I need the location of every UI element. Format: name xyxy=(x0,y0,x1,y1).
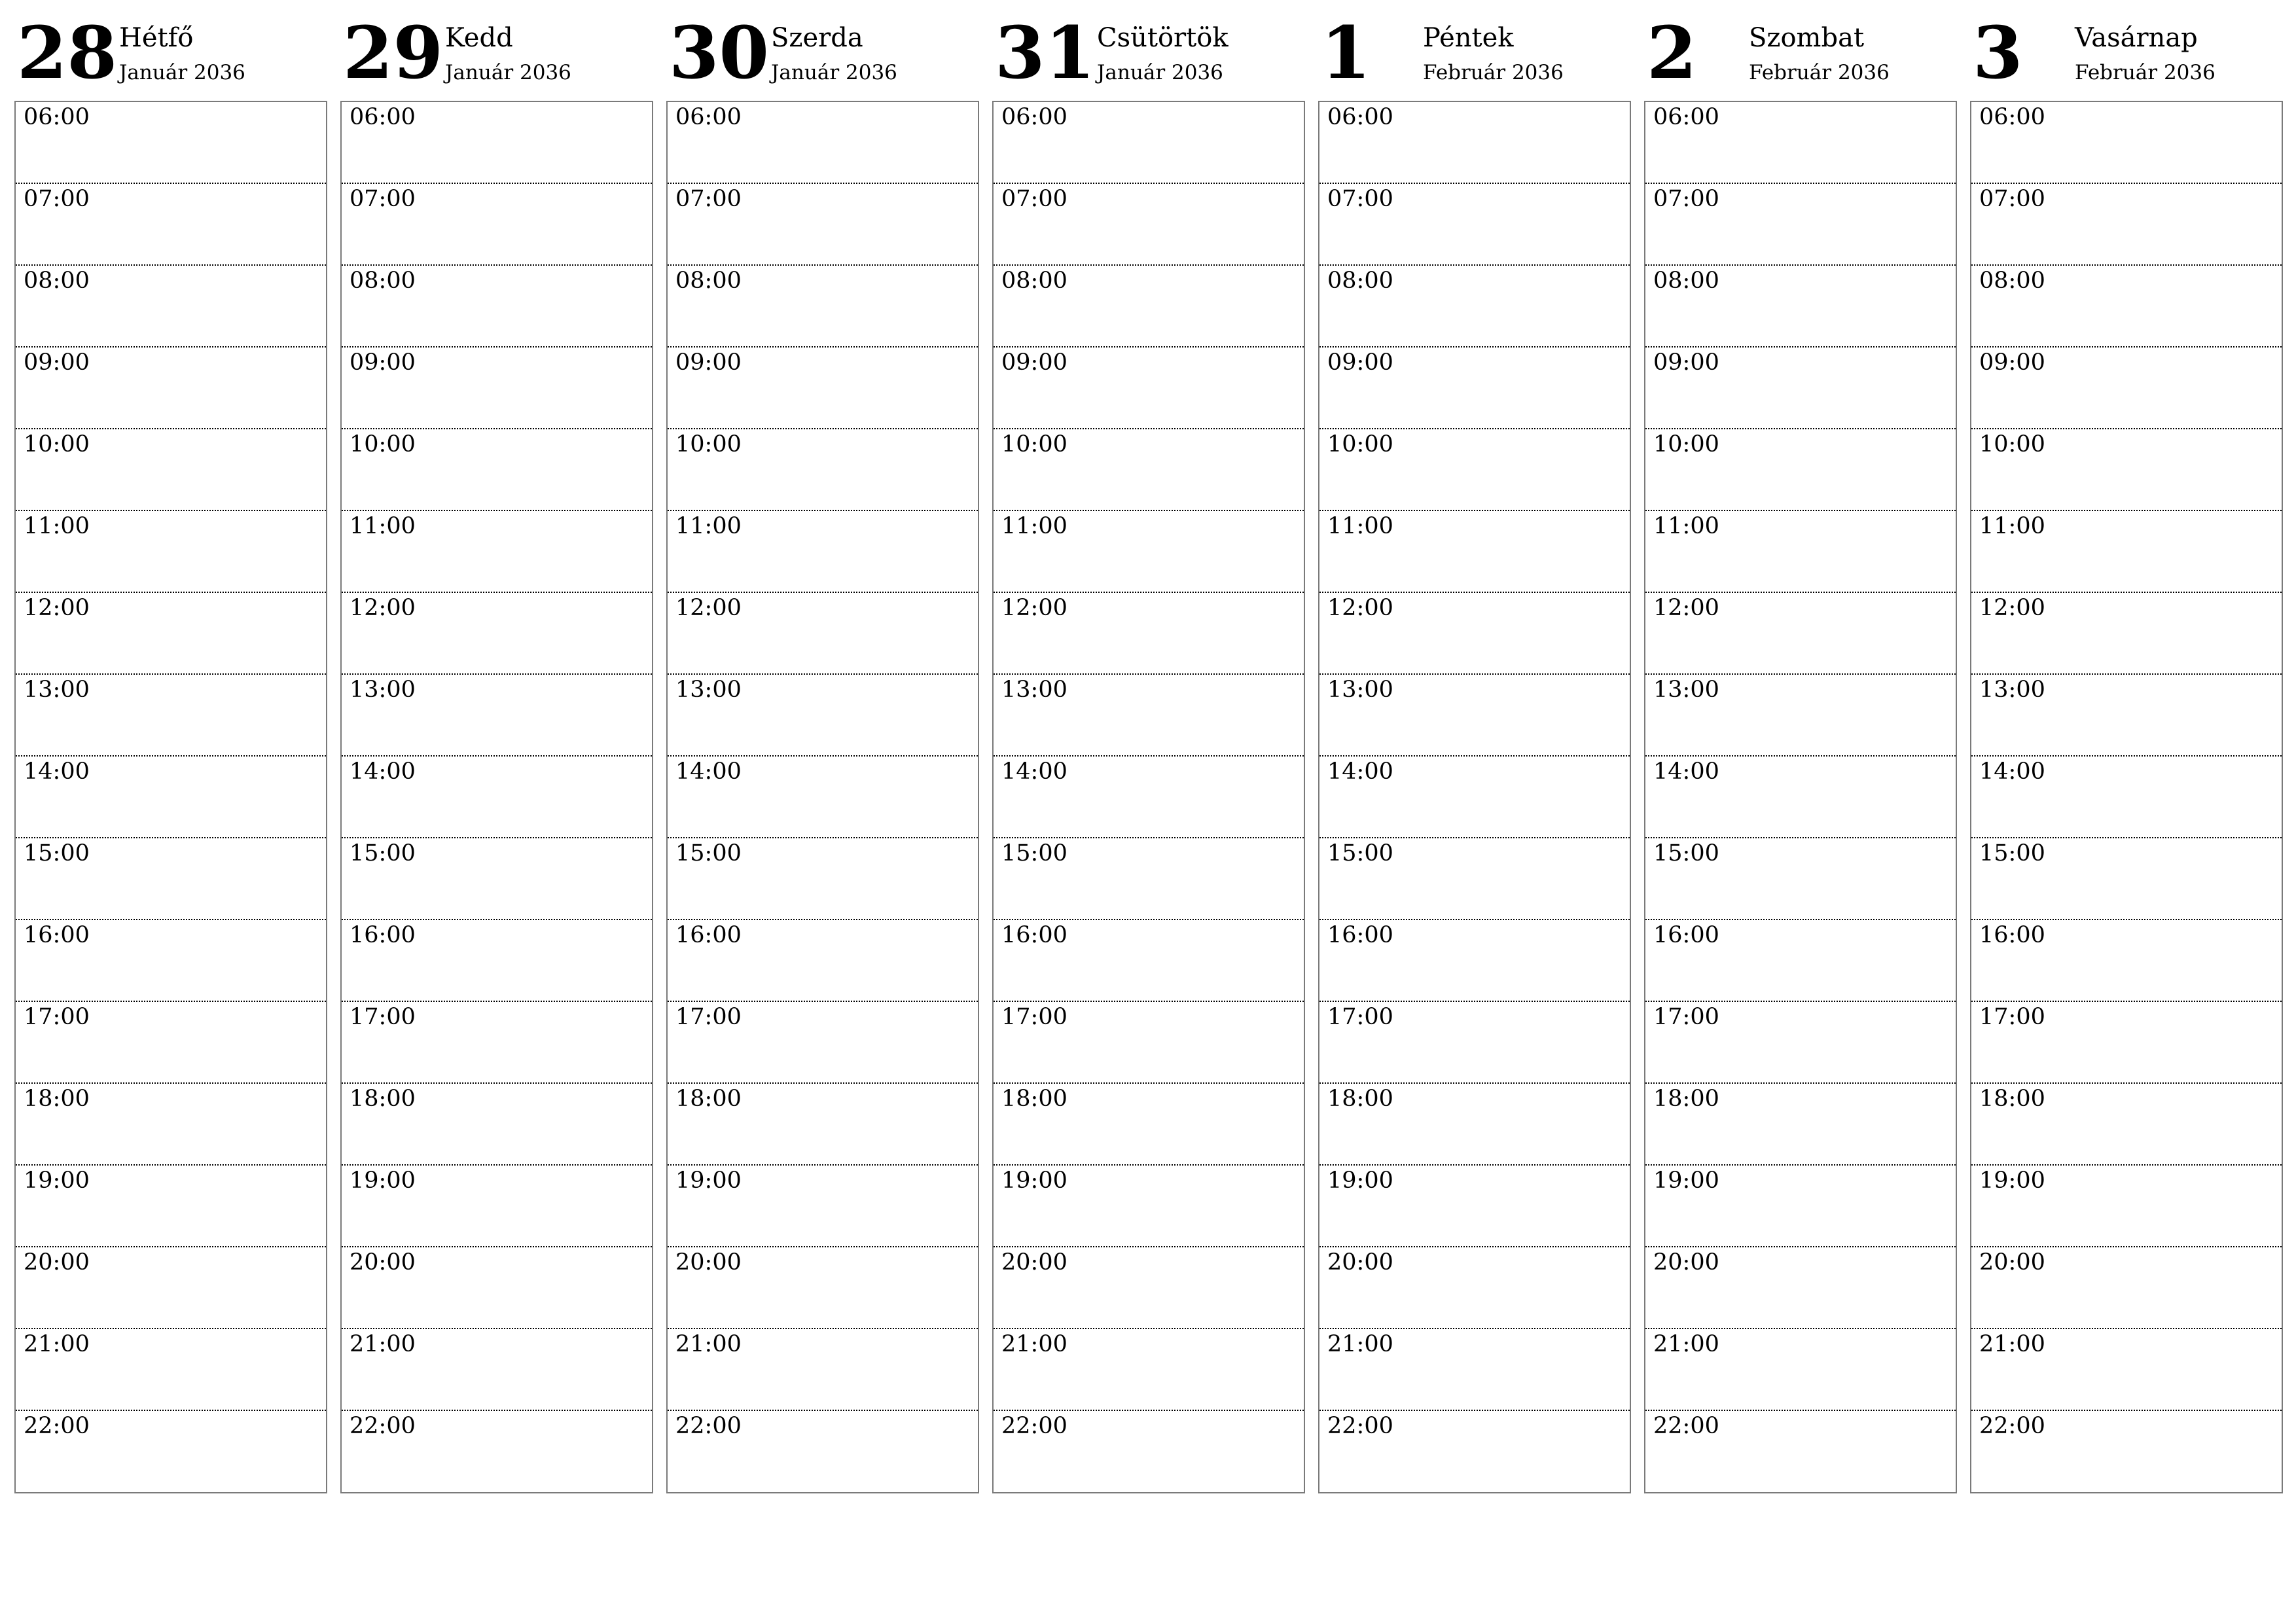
time-slot[interactable] xyxy=(1645,102,1956,184)
time-slot[interactable] xyxy=(994,429,1304,511)
day-month: Január 2036 xyxy=(119,61,245,84)
time-slot[interactable] xyxy=(16,1166,326,1247)
time-label: 15:00 xyxy=(675,840,742,866)
time-label: 15:00 xyxy=(1979,840,2045,866)
time-label: 18:00 xyxy=(1327,1086,1393,1112)
day-header xyxy=(1644,10,1957,99)
time-slot[interactable] xyxy=(16,1002,326,1084)
time-label: 11:00 xyxy=(1001,513,1067,539)
time-label: 20:00 xyxy=(675,1249,742,1275)
time-slot[interactable] xyxy=(1971,429,2282,511)
time-label: 07:00 xyxy=(1653,186,1719,212)
time-label: 09:00 xyxy=(675,349,742,376)
time-slot[interactable] xyxy=(342,511,652,593)
time-slot[interactable] xyxy=(342,757,652,838)
time-label: 07:00 xyxy=(675,186,742,212)
time-label: 06:00 xyxy=(675,104,742,130)
time-label: 07:00 xyxy=(1327,186,1393,212)
time-slot[interactable] xyxy=(1645,184,1956,266)
time-label: 12:00 xyxy=(1327,595,1393,621)
time-slot[interactable] xyxy=(16,348,326,429)
time-label: 22:00 xyxy=(675,1413,742,1439)
time-label: 18:00 xyxy=(350,1086,416,1112)
time-label: 08:00 xyxy=(1979,268,2045,294)
time-label: 12:00 xyxy=(24,595,90,621)
day-month: Január 2036 xyxy=(1097,61,1223,84)
time-slot[interactable] xyxy=(1319,429,1630,511)
time-label: 14:00 xyxy=(24,758,90,785)
time-label: 14:00 xyxy=(350,758,416,785)
time-label: 15:00 xyxy=(1653,840,1719,866)
time-slot[interactable] xyxy=(994,1084,1304,1166)
day-header xyxy=(340,10,653,99)
time-slot[interactable] xyxy=(1319,184,1630,266)
time-label: 15:00 xyxy=(1001,840,1067,866)
time-label: 16:00 xyxy=(1327,922,1393,948)
time-label: 07:00 xyxy=(1001,186,1067,212)
time-slot[interactable] xyxy=(668,1411,978,1493)
time-slot[interactable] xyxy=(1645,348,1956,429)
time-slot[interactable] xyxy=(1971,838,2282,920)
time-slot[interactable] xyxy=(994,102,1304,184)
time-label: 12:00 xyxy=(675,595,742,621)
time-label: 19:00 xyxy=(1653,1168,1719,1194)
time-label: 17:00 xyxy=(1001,1004,1067,1030)
time-label: 11:00 xyxy=(1653,513,1719,539)
time-label: 17:00 xyxy=(1653,1004,1719,1030)
day-month: Február 2036 xyxy=(1423,61,1564,84)
time-label: 19:00 xyxy=(1327,1168,1393,1194)
time-slot[interactable] xyxy=(994,920,1304,1002)
time-label: 21:00 xyxy=(1327,1331,1393,1357)
time-slot[interactable] xyxy=(668,102,978,184)
day-header xyxy=(14,10,327,99)
time-label: 22:00 xyxy=(1001,1413,1067,1439)
time-label: 21:00 xyxy=(1653,1331,1719,1357)
time-slot-box xyxy=(666,101,979,1493)
time-slot[interactable] xyxy=(1971,184,2282,266)
time-slot[interactable] xyxy=(668,757,978,838)
time-slot[interactable] xyxy=(1645,757,1956,838)
time-slot[interactable] xyxy=(16,184,326,266)
time-label: 11:00 xyxy=(1327,513,1393,539)
time-slot[interactable] xyxy=(1645,1166,1956,1247)
time-label: 10:00 xyxy=(350,431,416,457)
time-label: 16:00 xyxy=(24,922,90,948)
day-name: Csütörtök xyxy=(1097,23,1229,53)
time-label: 08:00 xyxy=(1001,268,1067,294)
time-slot[interactable] xyxy=(668,348,978,429)
day-number: 28 xyxy=(17,10,118,95)
time-label: 18:00 xyxy=(1001,1086,1067,1112)
time-label: 16:00 xyxy=(1979,922,2045,948)
time-slot[interactable] xyxy=(16,429,326,511)
time-label: 08:00 xyxy=(1327,268,1393,294)
day-header xyxy=(992,10,1305,99)
time-label: 12:00 xyxy=(1653,595,1719,621)
time-slot[interactable] xyxy=(1971,1002,2282,1084)
weekly-planner xyxy=(14,10,2283,1499)
time-slot[interactable] xyxy=(1319,1411,1630,1493)
time-slot[interactable] xyxy=(16,102,326,184)
time-slot[interactable] xyxy=(16,675,326,757)
time-label: 19:00 xyxy=(24,1168,90,1194)
time-label: 13:00 xyxy=(1001,677,1067,703)
day-month: Január 2036 xyxy=(771,61,897,84)
time-slot[interactable] xyxy=(342,348,652,429)
time-slot[interactable] xyxy=(1971,1411,2282,1493)
time-label: 22:00 xyxy=(1653,1413,1719,1439)
time-slot[interactable] xyxy=(1319,1247,1630,1329)
day-name: Péntek xyxy=(1423,23,1514,53)
time-label: 14:00 xyxy=(675,758,742,785)
time-slot-box xyxy=(14,101,327,1493)
time-slot[interactable] xyxy=(668,1166,978,1247)
time-slot[interactable] xyxy=(1645,1411,1956,1493)
day-name: Vasárnap xyxy=(2075,23,2198,53)
time-slot[interactable] xyxy=(1971,348,2282,429)
time-slot[interactable] xyxy=(16,757,326,838)
day-month: Február 2036 xyxy=(2075,61,2215,84)
day-name: Hétfő xyxy=(119,23,194,53)
day-number: 29 xyxy=(343,10,444,95)
time-label: 21:00 xyxy=(350,1331,416,1357)
time-label: 10:00 xyxy=(675,431,742,457)
time-slot[interactable] xyxy=(668,593,978,675)
time-label: 19:00 xyxy=(350,1168,416,1194)
time-label: 06:00 xyxy=(1327,104,1393,130)
time-slot[interactable] xyxy=(1319,266,1630,348)
time-slot[interactable] xyxy=(342,1247,652,1329)
time-slot[interactable] xyxy=(994,757,1304,838)
time-label: 18:00 xyxy=(675,1086,742,1112)
day-month: Január 2036 xyxy=(445,61,571,84)
time-label: 19:00 xyxy=(1001,1168,1067,1194)
time-slot[interactable] xyxy=(1645,511,1956,593)
time-slot[interactable] xyxy=(16,920,326,1002)
time-slot[interactable] xyxy=(994,1002,1304,1084)
day-number: 31 xyxy=(995,10,1096,95)
time-label: 11:00 xyxy=(675,513,742,539)
time-label: 17:00 xyxy=(350,1004,416,1030)
time-label: 10:00 xyxy=(1979,431,2045,457)
time-label: 10:00 xyxy=(1327,431,1393,457)
time-slot[interactable] xyxy=(994,1329,1304,1411)
time-label: 17:00 xyxy=(24,1004,90,1030)
day-header xyxy=(1970,10,2283,99)
time-slot[interactable] xyxy=(668,1084,978,1166)
time-slot[interactable] xyxy=(342,1411,652,1493)
time-slot[interactable] xyxy=(1319,348,1630,429)
time-label: 09:00 xyxy=(1327,349,1393,376)
time-label: 09:00 xyxy=(1001,349,1067,376)
time-slot[interactable] xyxy=(1645,1329,1956,1411)
day-header xyxy=(666,10,979,99)
time-slot[interactable] xyxy=(342,266,652,348)
time-slot[interactable] xyxy=(994,1247,1304,1329)
time-slot[interactable] xyxy=(994,675,1304,757)
day-name: Szerda xyxy=(771,23,863,53)
time-label: 20:00 xyxy=(1979,1249,2045,1275)
time-label: 13:00 xyxy=(350,677,416,703)
time-slot[interactable] xyxy=(1645,1084,1956,1166)
time-slot[interactable] xyxy=(994,593,1304,675)
time-label: 16:00 xyxy=(350,922,416,948)
time-slot[interactable] xyxy=(1645,1002,1956,1084)
time-slot[interactable] xyxy=(668,675,978,757)
time-label: 10:00 xyxy=(24,431,90,457)
day-column xyxy=(666,10,979,1499)
time-label: 13:00 xyxy=(675,677,742,703)
time-slot[interactable] xyxy=(1319,1329,1630,1411)
time-slot[interactable] xyxy=(994,184,1304,266)
time-label: 12:00 xyxy=(350,595,416,621)
time-label: 20:00 xyxy=(1653,1249,1719,1275)
time-slot[interactable] xyxy=(994,348,1304,429)
time-label: 20:00 xyxy=(350,1249,416,1275)
time-slot[interactable] xyxy=(1319,1084,1630,1166)
time-label: 06:00 xyxy=(1979,104,2045,130)
time-slot[interactable] xyxy=(16,1411,326,1493)
day-header xyxy=(1318,10,1631,99)
time-slot[interactable] xyxy=(994,511,1304,593)
time-slot[interactable] xyxy=(16,838,326,920)
time-slot[interactable] xyxy=(342,429,652,511)
time-label: 22:00 xyxy=(1327,1413,1393,1439)
time-slot[interactable] xyxy=(16,511,326,593)
day-month: Február 2036 xyxy=(1749,61,1890,84)
time-slot[interactable] xyxy=(1971,266,2282,348)
time-slot[interactable] xyxy=(342,920,652,1002)
day-number: 2 xyxy=(1647,10,1697,95)
time-slot[interactable] xyxy=(342,1166,652,1247)
day-column xyxy=(992,10,1305,1499)
day-column xyxy=(1318,10,1631,1499)
time-label: 20:00 xyxy=(24,1249,90,1275)
time-slot[interactable] xyxy=(16,1247,326,1329)
time-label: 16:00 xyxy=(1001,922,1067,948)
time-label: 07:00 xyxy=(24,186,90,212)
time-label: 14:00 xyxy=(1001,758,1067,785)
time-label: 13:00 xyxy=(1979,677,2045,703)
time-slot[interactable] xyxy=(668,1329,978,1411)
time-slot[interactable] xyxy=(1645,675,1956,757)
time-label: 10:00 xyxy=(1001,431,1067,457)
time-slot[interactable] xyxy=(994,838,1304,920)
time-slot[interactable] xyxy=(1645,1247,1956,1329)
time-label: 19:00 xyxy=(1979,1168,2045,1194)
time-label: 16:00 xyxy=(1653,922,1719,948)
time-slot[interactable] xyxy=(1319,920,1630,1002)
time-slot[interactable] xyxy=(1319,1166,1630,1247)
time-label: 15:00 xyxy=(1327,840,1393,866)
time-label: 18:00 xyxy=(24,1086,90,1112)
time-slot[interactable] xyxy=(1319,838,1630,920)
time-slot[interactable] xyxy=(1319,102,1630,184)
time-label: 20:00 xyxy=(1001,1249,1067,1275)
time-label: 17:00 xyxy=(1327,1004,1393,1030)
time-label: 08:00 xyxy=(350,268,416,294)
time-slot[interactable] xyxy=(342,675,652,757)
time-slot[interactable] xyxy=(1971,1247,2282,1329)
time-label: 17:00 xyxy=(675,1004,742,1030)
time-slot-box xyxy=(1318,101,1631,1493)
time-slot[interactable] xyxy=(668,511,978,593)
time-slot[interactable] xyxy=(1971,593,2282,675)
day-name: Kedd xyxy=(445,23,513,53)
time-slot-box xyxy=(992,101,1305,1493)
time-slot[interactable] xyxy=(342,838,652,920)
time-slot[interactable] xyxy=(16,1084,326,1166)
time-slot[interactable] xyxy=(16,593,326,675)
time-slot[interactable] xyxy=(1971,1166,2282,1247)
time-label: 20:00 xyxy=(1327,1249,1393,1275)
time-slot-box xyxy=(1644,101,1957,1493)
time-label: 14:00 xyxy=(1327,758,1393,785)
time-slot[interactable] xyxy=(1645,920,1956,1002)
time-slot[interactable] xyxy=(1971,1084,2282,1166)
time-slot[interactable] xyxy=(668,838,978,920)
time-label: 11:00 xyxy=(1979,513,2045,539)
day-number: 30 xyxy=(669,10,770,95)
time-slot[interactable] xyxy=(1971,920,2282,1002)
time-label: 11:00 xyxy=(350,513,416,539)
time-label: 18:00 xyxy=(1653,1086,1719,1112)
time-label: 09:00 xyxy=(24,349,90,376)
day-column xyxy=(1644,10,1957,1499)
time-label: 14:00 xyxy=(1653,758,1719,785)
time-label: 13:00 xyxy=(1327,677,1393,703)
time-slot[interactable] xyxy=(994,1166,1304,1247)
time-slot[interactable] xyxy=(1645,429,1956,511)
time-slot[interactable] xyxy=(1971,102,2282,184)
time-slot[interactable] xyxy=(342,102,652,184)
time-slot[interactable] xyxy=(668,266,978,348)
day-column xyxy=(340,10,653,1499)
time-label: 12:00 xyxy=(1001,595,1067,621)
time-label: 06:00 xyxy=(1001,104,1067,130)
time-slot[interactable] xyxy=(1319,757,1630,838)
time-slot[interactable] xyxy=(668,1002,978,1084)
time-label: 06:00 xyxy=(24,104,90,130)
time-slot[interactable] xyxy=(1971,675,2282,757)
time-label: 09:00 xyxy=(350,349,416,376)
time-label: 07:00 xyxy=(1979,186,2045,212)
time-slot[interactable] xyxy=(1645,593,1956,675)
time-slot[interactable] xyxy=(668,1247,978,1329)
time-slot[interactable] xyxy=(342,184,652,266)
time-label: 21:00 xyxy=(1001,1331,1067,1357)
time-label: 08:00 xyxy=(1653,268,1719,294)
time-slot[interactable] xyxy=(1971,757,2282,838)
time-slot[interactable] xyxy=(1319,593,1630,675)
time-label: 22:00 xyxy=(24,1413,90,1439)
time-label: 08:00 xyxy=(24,268,90,294)
time-label: 21:00 xyxy=(24,1331,90,1357)
day-column xyxy=(14,10,327,1499)
time-label: 08:00 xyxy=(675,268,742,294)
time-label: 07:00 xyxy=(350,186,416,212)
time-slot[interactable] xyxy=(16,266,326,348)
time-slot[interactable] xyxy=(1971,1329,2282,1411)
time-slot[interactable] xyxy=(342,1084,652,1166)
time-slot[interactable] xyxy=(16,1329,326,1411)
time-label: 22:00 xyxy=(350,1413,416,1439)
time-label: 17:00 xyxy=(1979,1004,2045,1030)
time-label: 09:00 xyxy=(1653,349,1719,376)
time-label: 21:00 xyxy=(1979,1331,2045,1357)
time-label: 06:00 xyxy=(350,104,416,130)
time-slot[interactable] xyxy=(342,1002,652,1084)
day-number: 3 xyxy=(1973,10,2023,95)
time-slot[interactable] xyxy=(668,920,978,1002)
time-label: 10:00 xyxy=(1653,431,1719,457)
time-label: 15:00 xyxy=(24,840,90,866)
time-label: 14:00 xyxy=(1979,758,2045,785)
time-label: 18:00 xyxy=(1979,1086,2045,1112)
time-slot[interactable] xyxy=(1645,838,1956,920)
time-label: 19:00 xyxy=(675,1168,742,1194)
time-slot[interactable] xyxy=(1319,675,1630,757)
time-label: 15:00 xyxy=(350,840,416,866)
time-slot[interactable] xyxy=(1319,511,1630,593)
day-column xyxy=(1970,10,2283,1499)
time-slot[interactable] xyxy=(994,266,1304,348)
time-label: 09:00 xyxy=(1979,349,2045,376)
time-slot[interactable] xyxy=(1971,511,2282,593)
time-slot[interactable] xyxy=(1645,266,1956,348)
time-label: 13:00 xyxy=(1653,677,1719,703)
time-slot[interactable] xyxy=(342,1329,652,1411)
time-slot[interactable] xyxy=(994,1411,1304,1493)
time-label: 11:00 xyxy=(24,513,90,539)
time-label: 16:00 xyxy=(675,922,742,948)
time-label: 06:00 xyxy=(1653,104,1719,130)
time-slot[interactable] xyxy=(668,184,978,266)
time-label: 13:00 xyxy=(24,677,90,703)
time-slot[interactable] xyxy=(1319,1002,1630,1084)
day-name: Szombat xyxy=(1749,23,1865,53)
time-label: 12:00 xyxy=(1979,595,2045,621)
time-slot[interactable] xyxy=(342,593,652,675)
time-label: 22:00 xyxy=(1979,1413,2045,1439)
time-slot-box xyxy=(340,101,653,1493)
time-label: 21:00 xyxy=(675,1331,742,1357)
day-number: 1 xyxy=(1321,10,1371,95)
time-slot[interactable] xyxy=(668,429,978,511)
time-slot-box xyxy=(1970,101,2283,1493)
